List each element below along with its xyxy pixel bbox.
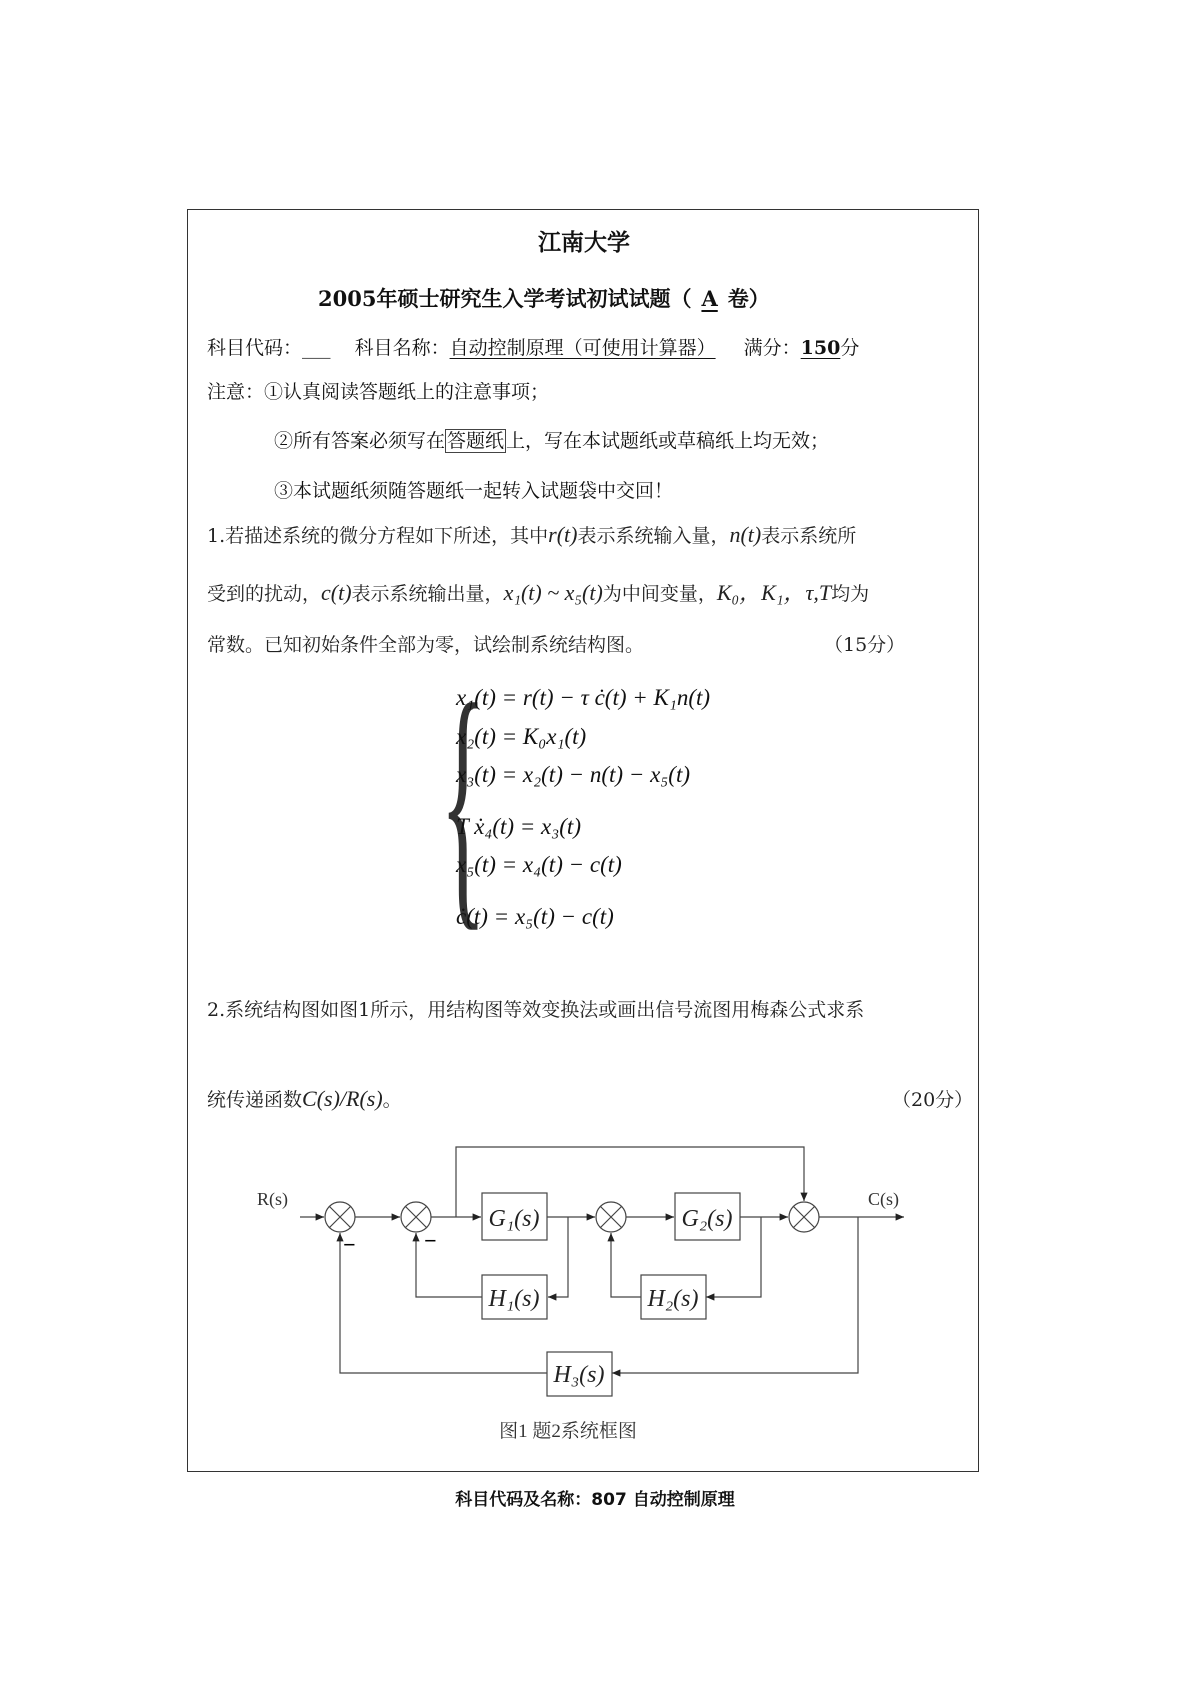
equation-brace: {: [440, 649, 487, 953]
q1-math: x₁(t) ~ x₅(t): [503, 580, 603, 605]
notice-3: ③本试题纸须随答题纸一起转入试题袋中交回！: [274, 480, 674, 502]
h1-feedback-in: [548, 1217, 568, 1297]
notice-2-post: 上，写在本试题纸或草稿纸上均无效；: [506, 430, 830, 452]
figure-caption: 图1 题2系统框图: [499, 1421, 637, 1442]
q1-text: 表示系统输出量，: [351, 583, 504, 605]
h3-label: H₃(s): [553, 1362, 605, 1388]
equation-4: T ẋ₄(t) = x₃(t): [456, 814, 581, 839]
q1-line-3: 常数。已知初始条件全部为零，试绘制系统结构图。: [207, 634, 645, 656]
q1-math: n(t): [729, 522, 762, 547]
q2-math: C(s)/R(s): [302, 1086, 383, 1111]
equation-5: x₅(t) = x₄(t) − c(t): [456, 852, 622, 877]
h2-label: H₂(s): [647, 1286, 699, 1312]
g1-label: G₁(s): [488, 1206, 540, 1232]
output-label: C(s): [868, 1189, 899, 1209]
notice-label: 注意：: [207, 381, 265, 403]
q1-points: （15分）: [824, 634, 906, 656]
equation-2: x₂(t) = K₀x₁(t): [456, 724, 587, 749]
g2-label: G₂(s): [681, 1206, 733, 1232]
q1-text: 均为: [831, 583, 870, 605]
summing-junction-4: [789, 1202, 819, 1232]
university-title: 江南大学: [538, 229, 630, 256]
input-label: R(s): [257, 1189, 288, 1209]
name-label: 科目名称：: [354, 337, 450, 359]
q2-text: 统传递函数: [207, 1089, 303, 1111]
notice-item-1: ①认真阅读答题纸上的注意事项；: [264, 381, 550, 403]
q1-math: c(t): [321, 580, 352, 605]
code-value: ___: [302, 337, 331, 359]
paper-version: A: [701, 286, 718, 311]
minus-sign-1: −: [343, 1232, 356, 1257]
notice-2-boxed: 答题纸: [447, 430, 505, 452]
q2-points: （20分）: [892, 1089, 974, 1111]
q1-text: 表示系统所: [761, 525, 857, 547]
h2-feedback-out: [611, 1233, 641, 1297]
score-value: 150: [800, 337, 841, 359]
q2-text: 。: [382, 1089, 402, 1111]
q1-text: 表示系统输入量，: [577, 525, 730, 547]
footer-subject: 科目代码及名称：807 自动控制原理: [455, 1490, 735, 1510]
q1-math: K₀，K₁，τ,T: [716, 580, 832, 605]
summing-junction-3: [596, 1202, 626, 1232]
equation-6: ċ(t) = x₅(t) − c(t): [456, 904, 614, 929]
score-unit: 分: [840, 337, 860, 359]
q1-text: 受到的扰动，: [207, 583, 322, 605]
equation-1: x₁(t) = r(t) − τ ċ(t) + K₁n(t): [456, 685, 711, 710]
q1-text: 1.若描述系统的微分方程如下所述，其中: [207, 525, 549, 547]
h1-label: H₁(s): [488, 1286, 540, 1312]
exam-title-suffix: 卷）: [727, 286, 770, 311]
name-value: 自动控制原理（可使用计算器）: [449, 337, 716, 359]
q1-math: r(t): [548, 522, 578, 547]
exam-title-text: 2005年硕士研究生入学考试初试试题（: [318, 286, 692, 311]
notice-2-pre: ②所有答案必须写在: [274, 430, 446, 452]
minus-sign-2: −: [424, 1228, 437, 1253]
score-label: 满分：: [743, 337, 801, 359]
equation-3: x₃(t) = x₂(t) − n(t) − x₅(t): [456, 762, 691, 787]
q1-text: 为中间变量，: [602, 583, 717, 605]
summing-junction-1: [325, 1202, 355, 1232]
code-label: 科目代码：: [207, 337, 303, 359]
q2-line-1: 2.系统结构图如图1所示，用结构图等效变换法或画出信号流图用梅森公式求系: [207, 999, 865, 1021]
